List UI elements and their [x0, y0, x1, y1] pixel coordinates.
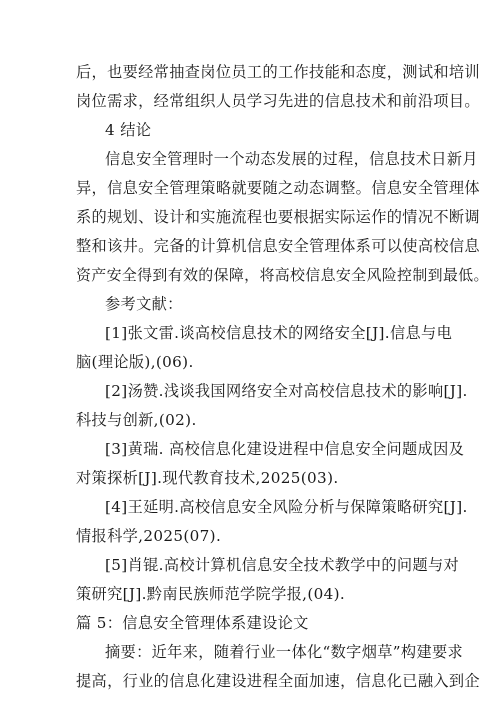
reference-4-line-2: 情报科学,2025(07). [76, 527, 222, 545]
section-heading-conclusion: 4 结论 [105, 121, 152, 139]
reference-1-line-1: [1]张文雷.谈高校信息技术的网络安全[J].信息与电 [105, 324, 453, 342]
references-heading: 参考文献： [105, 295, 183, 313]
paragraph-line-5: 系的规划、设计和实施流程也要根据实际运作的情况不断调 [76, 208, 480, 226]
article-title: 篇 5：信息安全管理体系建设论文 [76, 614, 309, 632]
paragraph-line-4: 异，信息安全管理策略就要随之动态调整。信息安全管理体 [76, 179, 480, 197]
paragraph-line-2: 岗位需求，经常组织人员学习先进的信息技术和前沿项目。 [76, 92, 480, 110]
paragraph-line-7: 资产安全得到有效的保障，将高校信息安全风险控制到最低。 [76, 266, 489, 284]
reference-2-line-2: 科技与创新,(02). [76, 411, 197, 429]
paragraph-line-6: 整和该井。完备的计算机信息安全管理体系可以使高校信息 [76, 237, 480, 255]
reference-3-line-1: [3]黄瑞. 高校信息化建设进程中信息安全问题成因及 [105, 440, 465, 458]
reference-4-line-1: [4]王延明.高校信息安全风险分析与保障策略研究[J]. [105, 498, 468, 516]
reference-1-line-2: 脑(理论版),(06). [76, 353, 194, 371]
abstract-line-1: 摘要：近年来，随着行业一体化“数字烟草”构建要求 [105, 643, 464, 661]
reference-5-line-1: [5]肖锟.高校计算机信息安全技术教学中的问题与对 [105, 556, 460, 574]
reference-5-line-2: 策研究[J].黔南民族师范学院学报,(04). [76, 585, 346, 603]
paragraph-line-3: 信息安全管理时一个动态发展的过程，信息技术日新月 [105, 150, 478, 168]
abstract-line-2: 提高，行业的信息化建设进程全面加速，信息化已融入到企 [76, 672, 480, 690]
reference-3-line-2: 对策探析[J].现代教育技术,2025(03). [76, 469, 339, 487]
reference-2-line-1: [2]汤赞.浅谈我国网络安全对高校信息技术的影响[J]. [105, 382, 468, 400]
paragraph-line-1: 后，也要经常抽查岗位员工的工作技能和态度，测试和培训 [76, 63, 480, 81]
